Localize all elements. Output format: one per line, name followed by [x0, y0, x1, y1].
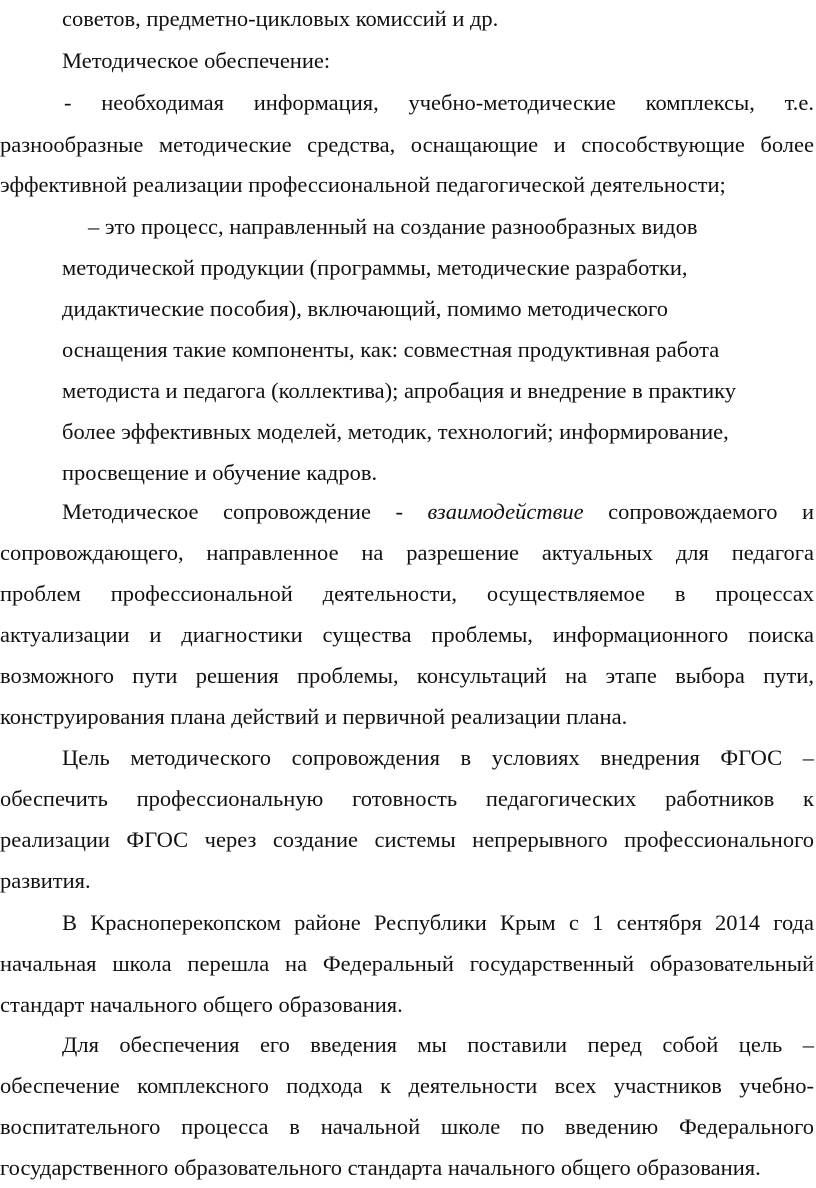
aim-line-4: государственного образовательного стандарта начального общего образования.	[0, 1155, 761, 1180]
process-def-line-6: более эффективных моделей, методик, технологий; информирование,	[62, 419, 729, 444]
process-def-line-4: оснащения такие компоненты, как: совместная продуктивная работа	[62, 337, 720, 362]
process-def-line-1: – это процесс, направленный на создание разнообразных видов	[88, 214, 698, 239]
accompaniment-line-5: возможного пути решения проблемы, консультаций на этапе выбора пути,	[0, 663, 814, 688]
region-line-1: В Красноперекопском районе Республики Крым с 1 сентября 2014 года	[62, 910, 814, 935]
accompaniment-line-6: конструирования плана действий и первичной реализации плана.	[0, 704, 628, 729]
accompaniment-line-1-end: сопровождаемого и	[608, 499, 815, 524]
process-def-line-5: методиста и педагога (коллектива); апробация и внедрение в практику	[62, 378, 737, 403]
accompaniment-italic-term: взаимодействие	[427, 499, 584, 524]
process-def-line-3: дидактические пособия), включающий, помимо методического	[62, 296, 668, 321]
accompaniment-line-1	[0, 497, 816, 527]
intro-tail-line: советов, предметно-цикловых комиссий и др.	[62, 6, 499, 31]
accompaniment-line-2: сопровождающего, направленное на разрешение актуальных для педагога	[0, 540, 814, 565]
process-def-line-7: просвещение и обучение кадров.	[62, 460, 378, 485]
region-line-2: начальная школа перешла на Федеральный государственный образовательный	[0, 951, 814, 976]
goal-line-3: реализации ФГОС через создание системы непрерывного профессионального	[0, 827, 814, 852]
accompaniment-term: Методическое сопровождение -	[62, 499, 403, 524]
support-heading: Методическое обеспечение:	[62, 48, 331, 73]
aim-line-1: Для обеспечения его введения мы поставили перед собой цель –	[62, 1032, 814, 1057]
region-line-3: стандарт начального общего образования.	[0, 992, 403, 1017]
process-def-line-2: методической продукции (программы, методические разработки,	[62, 255, 688, 280]
accompaniment-line-4: актуализации и диагностики существа проблемы, информационного поиска	[0, 622, 814, 647]
aim-line-3: воспитательного процесса в начальной школе по введению Федерального	[0, 1114, 814, 1139]
accompaniment-line-3: проблем профессиональной деятельности, осуществляемое в процессах	[0, 581, 814, 606]
goal-line-4: развития.	[0, 868, 91, 893]
goal-line-2: обеспечить профессиональную готовность педагогических работников к	[0, 786, 814, 811]
support-def-line-2: разнообразные методические средства, оснащающие и способствующие более	[0, 132, 814, 157]
aim-line-2: обеспечение комплексного подхода к деятельности всех участников учебно-	[0, 1073, 814, 1098]
support-def-line-1: - необходимая информация, учебно-методические комплексы, т.е.	[64, 90, 814, 115]
goal-line-1: Цель методического сопровождения в условиях внедрения ФГОС –	[62, 745, 814, 770]
support-def-line-3: эффективной реализации профессиональной педагогической деятельности;	[0, 172, 726, 197]
